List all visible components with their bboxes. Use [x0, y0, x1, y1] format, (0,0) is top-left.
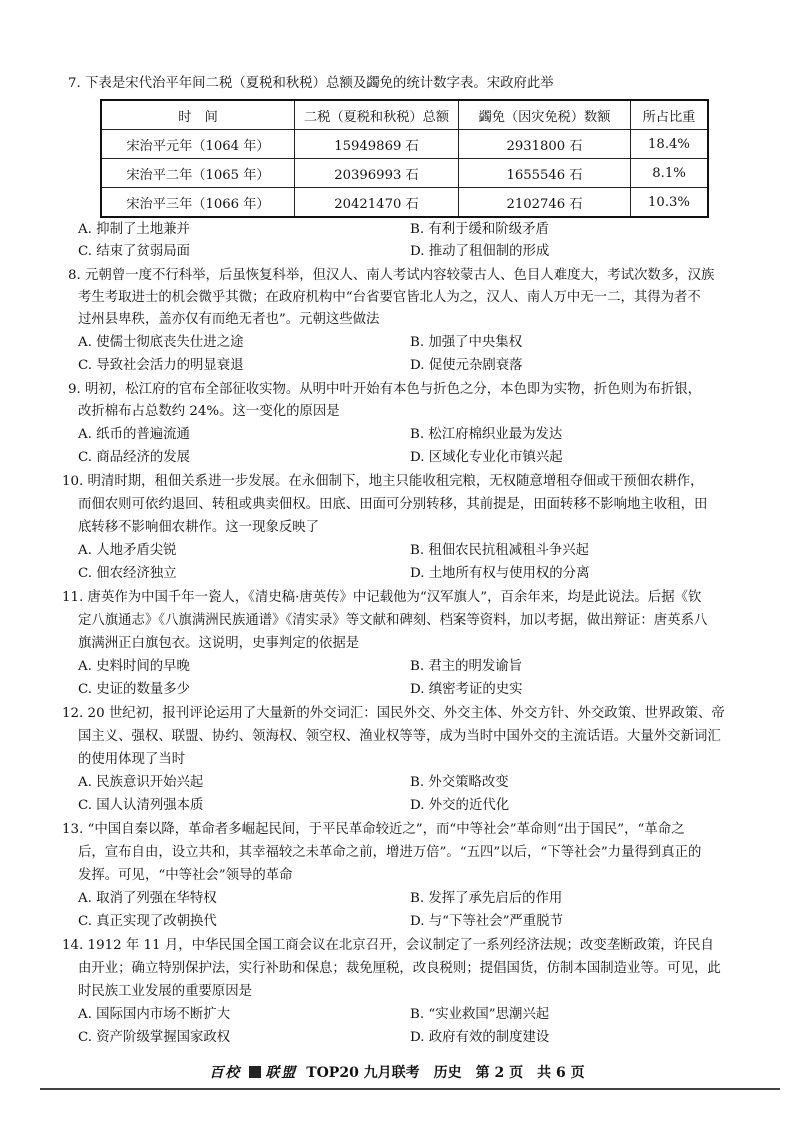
q12-option-b: B. 外交策略改变: [410, 775, 509, 790]
q14-stem-line1: 14. 1912 年 11 月，中华民国全国工商会议在北京召开，会议制定了一系列经济法规；改变垄断政策，许民自: [62, 938, 714, 953]
q11-option-d: D. 缜密考证的史实: [410, 682, 523, 697]
footer-rule: [40, 1088, 780, 1090]
footer-logo: 百校: [209, 1065, 242, 1081]
table-row: [101, 188, 708, 218]
q14-stem-line2: 由开业；确立特别保护法，实行补助和保息；裁免厘税，改良税则；提倡国货，仿制本国制造业等。可见，此: [78, 961, 721, 976]
table-cell: 宋治平元年（1064 年）: [101, 130, 295, 159]
q10-stem-line1: 10. 明清时期，租佃关系进一步发展。在永佃制下，地主只能收租完粮，无权随意增租夺佃或干预佃农耕作，: [62, 474, 704, 489]
q10-option-c: C. 佃农经济独立: [78, 566, 177, 581]
table-cell: 宋治平三年（1066 年）: [101, 188, 295, 218]
q9-option-a: A. 纸币的普遍流通: [78, 427, 190, 442]
page-footer: [0, 1062, 794, 1082]
q11-option-b: B. 君主的明发谕旨: [410, 659, 523, 674]
q9-option-b: B. 松江府棉织业最为发达: [410, 427, 563, 442]
q7-option-c: C. 结束了贫弱局面: [78, 244, 191, 259]
q12-option-a: A. 民族意识开始兴起: [78, 775, 204, 790]
q14-option-d: D. 政府有效的制度建设: [410, 1030, 550, 1045]
q13-stem-line3: 发挥。可见，“中等社会”领导的革命: [78, 868, 293, 883]
table-row: [101, 130, 708, 159]
q11-option-c: C. 史证的数量多少: [78, 682, 191, 697]
q14-option-a: A. 国际国内市场不断扩大: [78, 1007, 231, 1022]
q9-option-d: D. 区域化专业化市镇兴起: [410, 450, 563, 465]
q7-option-a: A. 抑制了土地兼并: [78, 222, 190, 237]
table-cell: 20396993 石: [295, 159, 459, 188]
q12-stem-line2: 国主义、强权、联盟、协约、领海权、领空权、渔业权等等，成为当时中国外交的主流话语。大量外交新词汇: [78, 729, 721, 744]
q13-option-d: D. 与“下等社会”严重脱节: [410, 914, 563, 929]
q10-option-a: A. 人地矛盾尖锐: [78, 543, 177, 558]
q10-option-d: D. 土地所有权与使用权的分离: [410, 566, 590, 581]
q12-stem-line3: 的使用体现了当时: [78, 752, 186, 767]
q13-option-b: B. 发挥了承先启后的作用: [410, 891, 563, 906]
q9-stem-line2: 改折棉布占总数约 24%。这一变化的原因是: [78, 404, 340, 419]
q14-stem-line3: 时民族工业发展的重要原因是: [78, 984, 253, 999]
q13-option-a: A. 取消了列强在华特权: [78, 891, 217, 906]
table-header: 蠲免（因灾免税）数额: [459, 100, 631, 130]
table-cell: 15949869 石: [295, 130, 459, 159]
q8-stem-line3: 过州县卑秩，盖亦仅有而绝无者也”。元朝这些做法: [78, 312, 380, 327]
q10-stem-line2: 而佃农则可依约退回、转租或典卖佃权。田底、田面可分别转移，其前提是，田面转移不影响地主收租，田: [78, 497, 708, 512]
q12-option-c: C. 国人认清列强本质: [78, 798, 204, 813]
table-header-row: [101, 100, 708, 130]
q12-option-d: D. 外交的近代化: [410, 798, 510, 813]
table-header: 二税（夏税和秋税）总额: [295, 100, 459, 130]
table-row: [101, 159, 708, 188]
table-cell: 2102746 石: [459, 188, 631, 218]
table-cell: 8.1%: [631, 159, 709, 188]
q8-option-b: B. 加强了中央集权: [410, 335, 523, 350]
table-cell: 2931800 石: [459, 130, 631, 159]
q9-stem-line1: 9. 明初，松江府的官布全部征收实物。从明中叶开始有本色与折色之分，本色即为实物，折色则为布折银，: [68, 382, 701, 397]
q7-option-d: D. 推动了租佃制的形成: [410, 244, 550, 259]
q7-stem: 7. 下表是宋代治平年间二税（夏税和秋税）总额及蠲免的统计数字表。宋政府此举: [68, 76, 554, 91]
q10-stem-line3: 底转移不影响佃农耕作。这一现象反映了: [78, 520, 320, 535]
table-cell: 10.3%: [631, 188, 709, 218]
q10-option-b: B. 租佃农民抗租减租斗争兴起: [410, 543, 590, 558]
q8-option-a: A. 使儒士彻底丧失仕进之途: [78, 335, 244, 350]
q14-option-b: B. “实业救国”思潮兴起: [410, 1007, 550, 1022]
q14-option-c: C. 资产阶级掌握国家政权: [78, 1030, 231, 1045]
table-header: 时 间: [101, 100, 295, 130]
q8-option-c: C. 导致社会活力的明显衰退: [78, 358, 244, 373]
q11-stem-line3: 旗满洲正白旗包衣。这说明，史事判定的依据是: [78, 636, 360, 651]
table-cell: 1655546 石: [459, 159, 631, 188]
q11-option-a: A. 史料时间的早晚: [78, 659, 190, 674]
table-cell: 宋治平二年（1065 年）: [101, 159, 295, 188]
table-header: 所占比重: [631, 100, 709, 130]
logo-mark-icon: [249, 1066, 261, 1078]
q11-stem-line1: 11. 唐英作为中国千年一瓷人，《清史稿·唐英传》中记载他为“汉军旗人”，百余年来，均是此说法。后据《钦: [62, 590, 702, 605]
q9-option-c: C. 商品经济的发展: [78, 450, 191, 465]
tax-table: [100, 99, 709, 218]
footer-text: TOP20 九月联考 历史 第 2 页 共 6 页: [306, 1065, 585, 1081]
q12-stem-line1: 12. 20 世纪初，报刊评论运用了大量新的外交词汇：国民外交、外交主体、外交方针、外交政策、世界政策、帝: [62, 706, 725, 721]
q8-stem-line2: 考生考取进士的机会微乎其微；在政府机构中“台省要官皆北人为之，汉人、南人万中无一二，其得为者不: [78, 290, 701, 305]
table-cell: 18.4%: [631, 130, 709, 159]
q13-option-c: C. 真正实现了改朝换代: [78, 914, 217, 929]
q7-option-b: B. 有利于缓和阶级矛盾: [410, 222, 549, 237]
table-cell: 20421470 石: [295, 188, 459, 218]
q13-stem-line1: 13. “中国自秦以降，革命者多崛起民间，于平民革命较近之”，而“中等社会”革命则“出于国民”，“革命之: [62, 822, 685, 837]
footer-brand: 联盟: [265, 1065, 298, 1081]
q8-stem-line1: 8. 元朝曾一度不行科举，后虽恢复科举，但汉人、南人考试内容较蒙古人、色目人难度大，考试次数多，汉族: [68, 268, 715, 283]
q13-stem-line2: 后，宣布自由，设立共和，其幸福较之未革命之前，增进万倍”。“五四”以后，“下等社会”力量得到真正的: [78, 845, 702, 860]
q8-option-d: D. 促使元杂剧衰落: [410, 358, 523, 373]
q11-stem-line2: 定八旗通志》《八旗满洲民族通谱》《清实录》等文献和碑刻、档案等资料，加以考据，做出辩证：唐英系八: [78, 613, 708, 628]
